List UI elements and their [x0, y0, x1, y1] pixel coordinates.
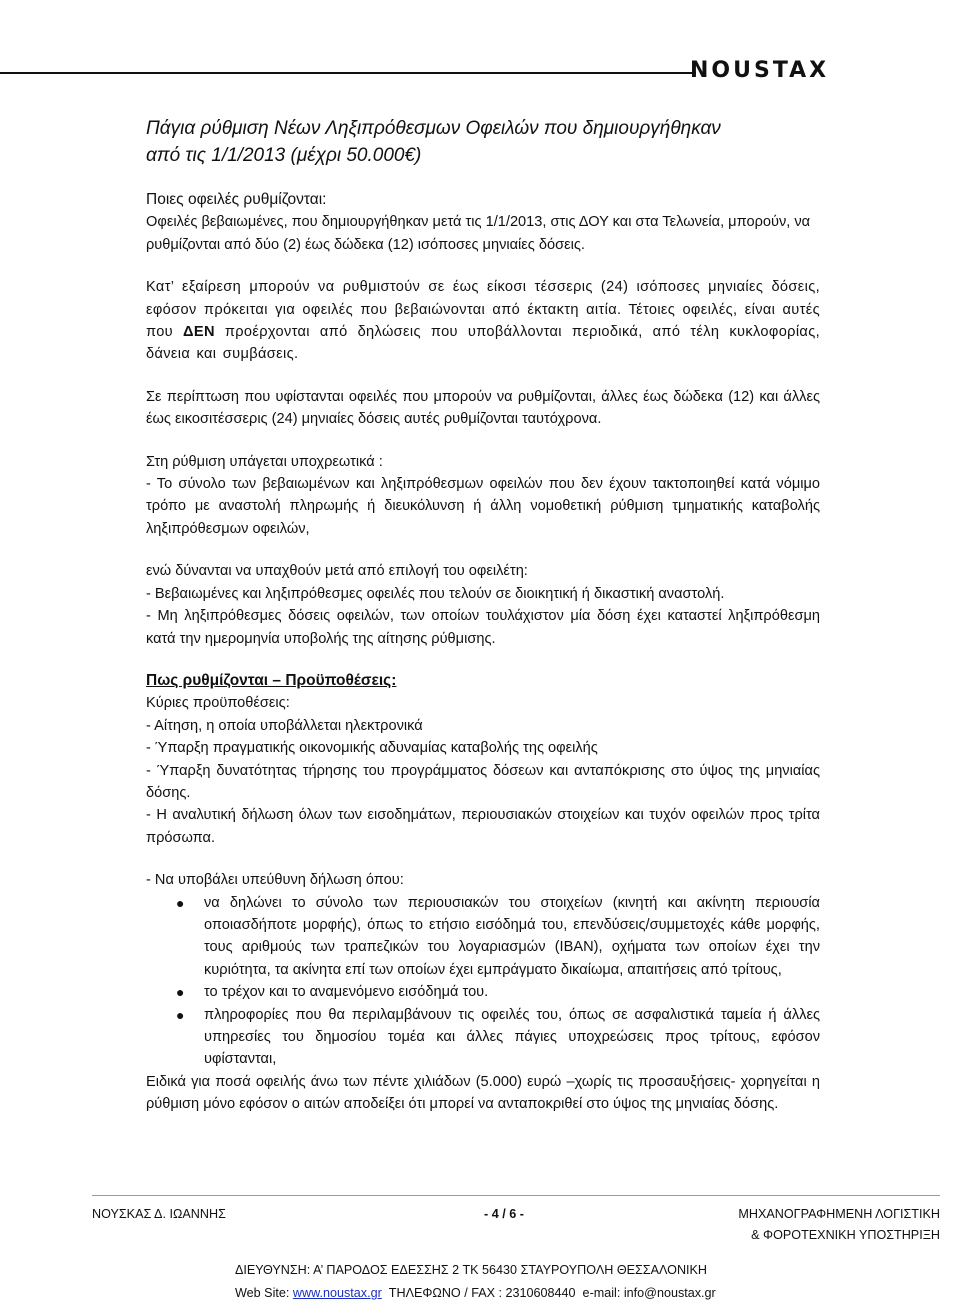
list-item: ● πληροφορίες που θα περιλαμβάνουν τις οφειλές του, όπως σε ασφαλιστικά ταμεία ή άλλες υπηρεσίες του δημοσίου τομέα και άλλες πάγιες υποχρεώσεις προς τρίτους, εφόσον υφίστανται, — [146, 1004, 820, 1071]
optional-item-2: - Μη ληξιπρόθεσμες δόσεις οφειλών, των οποίων τουλάχιστον μία δόση έχει καταστεί ληξιπρόθεσμη κατά την ημερομηνία υποβολής της αίτησης ρύθμισης. — [146, 608, 820, 647]
optional-item-1: - Βεβαιωμένες και ληξιπρόθεσμες οφειλές που τελούν σε διοικητική ή δικαστική αναστολή. — [146, 585, 725, 602]
footer-page-number: - 4 / 6 - — [484, 1207, 524, 1221]
condition-4: - Η αναλυτική δήλωση όλων των εισοδημάτων, περιουσιακών στοιχείων και τυχόν οφειλών προς τρίτα πρόσωπα. — [146, 807, 820, 846]
noustax-logo: NOUSTAX — [690, 58, 830, 83]
footer-service-line-2: & ΦΟΡΟΤΕΧΝΙΚΗ ΥΠΟΣΤΗΡΙΞΗ — [751, 1228, 940, 1242]
paragraph-optional-intro: ενώ δύνανται να υπαχθούν μετά από επιλογή του οφειλέτη: — [146, 563, 528, 580]
condition-2: - Ύπαρξη πραγματικής οικονομικής αδυναμίας καταβολής της οφειλής — [146, 740, 598, 757]
title-line-2: από τις 1/1/2013 (μέχρι 50.000€) — [146, 145, 422, 166]
emphasis-den: ΔΕΝ — [183, 324, 215, 341]
paragraph-simultaneous: Σε περίπτωση που υφίστανται οφειλές που μπορούν να ρυθμίζονται, άλλες έως δώδεκα (12) και άλλες έως εικοσιτέσσερις (24) μηνιαίες δόσεις αυτές ρυθμίζονται ταυτόχρονα. — [146, 388, 820, 428]
document-title — [146, 115, 820, 169]
section-heading-conditions: Πως ρυθμίζονται – Προϋποθέσεις: — [146, 671, 397, 689]
condition-1: - Αίτηση, η οποία υποβάλλεται ηλεκτρονικά — [146, 717, 423, 734]
paragraph-exception: Κατ’ εξαίρεση μπορούν να ρυθμιστούν σε έως είκοσι τέσσερις (24) ισόποσες μηνιαίες δόσεις, εφόσον πρόκειται για οφειλές που βεβαιώνονται από έκτακτη αιτία. Τέτοιες οφειλές, είναι αυτές που ΔΕΝ προέρχονται από δηλώσεις που υποβάλλονται περιοδικά, από τέλη κυκλοφορίας, δάνεια και συμβάσεις. — [146, 279, 820, 363]
bullet-icon: ● — [176, 1006, 185, 1023]
paragraph-debts-regulated: Οφειλές βεβαιωμένες, που δημιουργήθηκαν μετά τις 1/1/2013, στις ΔΟΥ και στα Τελωνεία, μπορούν, να ρυθμίζονται από δύο (2) έως δώδεκα (12) ισόποσες μηνιαίες δόσεις. — [146, 214, 811, 253]
conditions-intro: Κύριες προϋποθέσεις: — [146, 695, 290, 712]
footer-contact: Web Site: www.noustax.gr ΤΗΛΕΦΩΝΟ / FAX : 2310608440 e-mail: info@noustax.gr — [235, 1286, 716, 1300]
condition-3: - Ύπαρξη δυνατότητας τήρησης του προγράμματος δόσεων και ανταπόκρισης στο ύψος της μηνιαίας δόσης. — [146, 762, 820, 801]
website-link[interactable]: www.noustax.gr — [292, 1286, 382, 1300]
section-heading-debts: Ποιες οφειλές ρυθμίζονται: — [146, 191, 327, 208]
title-line-1: Πάγια ρύθμιση Νέων Ληξιπρόθεσμων Οφειλών που δημιουργήθηκαν — [146, 118, 721, 139]
bullet-icon: ● — [176, 894, 185, 911]
declaration-list — [146, 892, 820, 1071]
paragraph-mandatory-item: - Το σύνολο των βεβαιωμένων και ληξιπρόθεσμων οφειλών που δεν έχουν τακτοποιηθεί κατά νόμιμο τρόπο με αναστολή πληρωμής ή διευκόλυνση ή άλλη νομοθετική ρύθμιση τμηματικής καταβολής ληξιπρόθεσμων οφειλών, — [146, 476, 820, 537]
paragraph-closing: Ειδικά για ποσά οφειλής άνω των πέντε χιλιάδων (5.000) ευρώ –χωρίς τις προσαυξήσεις- χορηγείται η ρύθμιση μόνο εφόσον ο αιτών αποδείξει ότι μπορεί να ανταποκριθεί στο ύψος της μηνιαίας δόσης. — [146, 1073, 820, 1113]
paragraph-mandatory-intro: Στη ρύθμιση υπάγεται υποχρεωτικά : — [146, 453, 383, 470]
document-body — [146, 115, 820, 1116]
footer-service-line-1: ΜΗΧΑΝΟΓΡΑΦΗΜΕΝΗ ΛΟΓΙΣΤΙΚΗ — [738, 1207, 940, 1221]
email-text: info@noustax.gr — [623, 1286, 716, 1300]
list-item: ● το τρέχον και το αναμενόμενο εισόδημά του. — [146, 981, 820, 1003]
footer-author: ΝΟΥΣΚΑΣ Δ. ΙΩΑΝΝΗΣ — [92, 1207, 226, 1221]
header-rule — [0, 72, 696, 74]
bullet-icon: ● — [176, 984, 185, 1001]
list-item: ● να δηλώνει το σύνολο των περιουσιακών του στοιχείων (κινητή και ακίνητη περιουσία οποιασδήποτε μορφής), όπως το ετήσιο εισόδημά του, επενδύσεις/συμμετοχές κάθε μορφής, τους αριθμούς των τραπεζικών του λογαριασμών (IBAN), οχήματα των οποίων έχει την κυριότητα, τα ακίνητα επί των οποίων έχει εμπράγματο δικαίωμα, απαιτήσεις από τρίτους, — [146, 892, 820, 982]
footer-rule — [92, 1195, 940, 1196]
declaration-intro: - Να υποβάλει υπεύθυνη δήλωση όπου: — [146, 872, 404, 889]
footer-address: ΔΙΕΥΘΥΝΣΗ: Α’ ΠΑΡΟΔΟΣ ΕΔΕΣΣΗΣ 2 ΤΚ 56430 ΣΤΑΥΡΟΥΠΟΛΗ ΘΕΣΣΑΛΟΝΙΚΗ — [235, 1263, 708, 1277]
